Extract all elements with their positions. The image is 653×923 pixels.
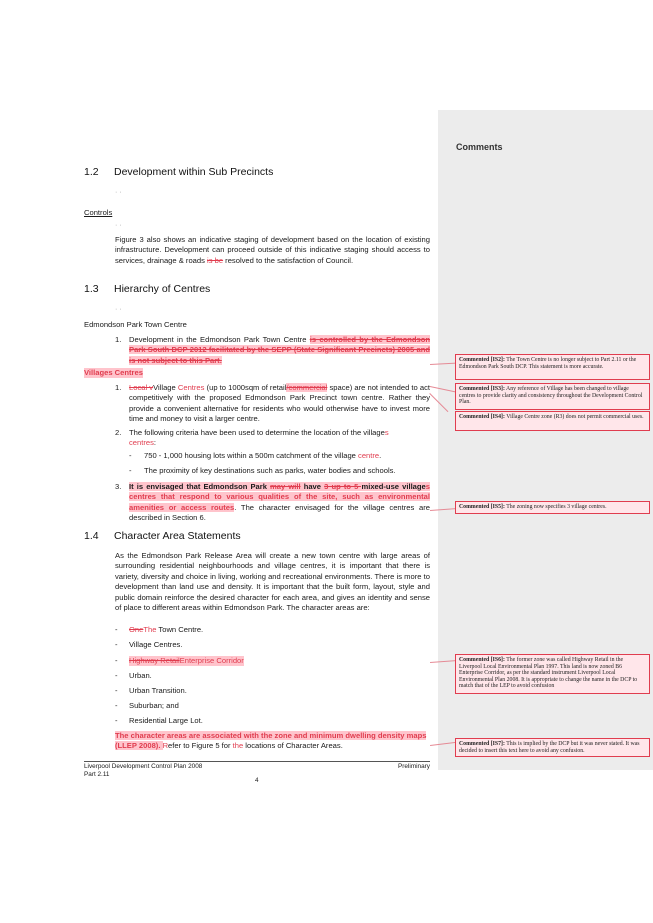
- inserted-bold-text: It is envisaged that Edmondson Park: [129, 482, 271, 491]
- character-item-town-centre: [129, 625, 203, 635]
- deleted-text: Local v: [129, 383, 154, 392]
- bullet-text: 750 - 1,000 housing lots within a 500m catchment of the village: [144, 451, 359, 460]
- page-number: 4: [255, 777, 259, 784]
- comment-text: The zoning now specifies 3 village centres.: [504, 504, 607, 510]
- deleted-text: may will: [270, 482, 301, 491]
- section-number: 1.3: [84, 283, 99, 295]
- item-text: . The character envisaged for the village centres are described in Section 6.: [129, 502, 430, 523]
- comment-label: Commented [IS7]:: [459, 741, 505, 747]
- inserted-text: s: [384, 428, 389, 437]
- bullet-dash: -: [115, 701, 118, 710]
- comment-label: Commented [IS4]:: [459, 414, 505, 420]
- comments-heading: Comments: [456, 142, 503, 152]
- bullet-dash: -: [129, 451, 132, 460]
- footer-part: Part 2.11: [84, 771, 110, 778]
- comment-is7[interactable]: [455, 738, 650, 757]
- inserted-bold-text: The character areas are associated with the zone and minimum dwelling density maps (LLEP 2008).: [115, 731, 427, 751]
- inserted-text: centre: [358, 451, 380, 460]
- comment-is3[interactable]: [455, 383, 650, 410]
- item-text: Town Centre.: [156, 625, 204, 634]
- section-number: 1.4: [84, 530, 99, 542]
- list-number: 2.: [115, 428, 122, 437]
- comment-text: The former zone was called Highway Retail in the Liverpool Local Environmental Plan 1997. This land is now zoned B6 Enterprise Corridor, as per the standard instrument Liverpool Local Environmental Plan 2008. It is appropriate to change the name in the DCP to match that of the LEP to avoid confusion: [459, 657, 638, 690]
- inserted-bold-text: centres that respond to various qualities of the site, such as environmental amenities or access routes: [129, 492, 430, 512]
- comment-is6[interactable]: [455, 654, 650, 694]
- paragraph-mark: · ·: [115, 222, 122, 229]
- comment-text: The Town Centre is no longer subject to Part 2.11 or the Edmondson Park South DCP. This statement is more accurate.: [459, 357, 637, 370]
- bullet-dash: -: [129, 466, 132, 475]
- character-item-suburban: Suburban; and: [129, 701, 179, 710]
- inserted-text: The: [143, 625, 157, 634]
- footer-status: Preliminary: [398, 763, 430, 770]
- inserted-text: Centres: [177, 383, 205, 392]
- comment-label: Commented [IS6]:: [459, 657, 505, 663]
- inserted-text: centres: [129, 438, 154, 448]
- inserted-text: R: [162, 741, 169, 751]
- bullet-dash: -: [115, 640, 118, 649]
- section-number: 1.2: [84, 166, 99, 178]
- deleted-text: /commercial: [286, 383, 328, 392]
- inserted-text: s: [425, 482, 430, 491]
- item-text: The following criteria have been used to determine the location of the village: [129, 428, 385, 437]
- section-title: Character Area Statements: [114, 530, 241, 542]
- comment-text: Village Centre zone (R3) does not permit commercial uses.: [504, 414, 644, 420]
- comment-label: Commented [IS5]:: [459, 504, 505, 510]
- character-item-village: Village Centres.: [129, 640, 183, 649]
- section-title: Development within Sub Precincts: [114, 166, 274, 178]
- villages-item-1: [129, 383, 430, 425]
- bullet-dash: -: [115, 625, 118, 634]
- comment-is2[interactable]: [455, 354, 650, 380]
- list-number: 1.: [115, 335, 122, 344]
- controls-text-end: resolved to the satisfaction of Council.: [223, 255, 354, 265]
- controls-text: Figure 3 also shows an indicative staging of development based on the location of existing infrastructure. Development can proceed outside of this indicative staging should access to services, drainage & roads: [115, 235, 430, 265]
- bullet-dash: -: [115, 656, 118, 665]
- paragraph-mark: · ·: [115, 189, 122, 196]
- inserted-text: the: [232, 741, 244, 751]
- list-number: 3.: [115, 482, 122, 491]
- item-text: efer to Figure 5 for: [168, 741, 233, 751]
- town-centre-item-1: [129, 335, 430, 366]
- bullet-text: .: [379, 451, 382, 460]
- comment-text: This is implied by the DCP but it was never stated. It was decided to insert this text here to avoid any confusion.: [459, 741, 640, 754]
- inserted-text: Enterprise Corridor: [179, 656, 244, 665]
- bullet-dash: -: [115, 686, 118, 695]
- deleted-text: is controlled by the Edmondson Park South DCP 2012 facilitated by the SEPP (State Significant Precincts) 2005 and is not subject to this Part.: [129, 335, 430, 365]
- item-text: Development in the Edmondson Park Town Centre: [129, 335, 310, 344]
- town-centre-heading: Edmondson Park Town Centre: [84, 320, 187, 329]
- section-heading-1-3: [84, 283, 210, 295]
- section-heading-1-4: [84, 530, 241, 542]
- section-title: Hierarchy of Centres: [114, 283, 211, 295]
- character-item-urban: Urban.: [129, 671, 152, 680]
- comment-label: Commented [IS2]:: [459, 357, 505, 363]
- comment-is4[interactable]: [455, 411, 650, 431]
- deleted-text: Highway Retail: [129, 656, 180, 665]
- villages-bullet-1: [144, 451, 430, 461]
- section-heading-1-2: [84, 166, 273, 178]
- item-text: space) are not intended to act competitively with the proposed Edmondson Park Precinct town centre. Rather they provide a convenient alternative for residents who would otherwise have to invest more time and money to visit a larger centre.: [129, 383, 430, 424]
- item-text: Village: [153, 383, 178, 392]
- item-text: (up to 1000sqm of retail: [204, 383, 287, 392]
- footer-title: Liverpool Development Control Plan 2008: [84, 763, 203, 770]
- controls-heading: Controls: [84, 208, 113, 217]
- villages-bullet-2: The proximity of key destinations such as parks, water bodies and schools.: [144, 466, 396, 475]
- bullet-dash: -: [115, 716, 118, 725]
- deleted-text: One: [129, 625, 144, 634]
- villages-heading: Villages Centres: [84, 368, 143, 377]
- character-paragraph: As the Edmondson Park Release Area will create a new town centre with large areas of surrounding residential neighbourhoods and village centres, it is important that there is variety, diversity and choice in living, working and recreational environments. There is more to development than land use and density. It is important that the built form, layout, style and public domain reinforce the desired character for each area, and gives an identity and sense of place to different areas within Edmondson Park. The character areas are:: [115, 551, 430, 613]
- character-closing: [115, 731, 430, 752]
- villages-item-3: [129, 482, 430, 524]
- item-text: locations of Character Areas.: [243, 741, 343, 751]
- character-item-enterprise: [129, 656, 244, 666]
- bullet-dash: -: [115, 671, 118, 680]
- comment-label: Commented [IS3]:: [459, 386, 505, 392]
- list-number: 1.: [115, 383, 122, 392]
- character-item-large-lot: Residential Large Lot.: [129, 716, 203, 725]
- controls-paragraph: [115, 235, 430, 266]
- item-text: :: [153, 438, 157, 448]
- paragraph-mark: · ·: [115, 306, 122, 313]
- comment-is5[interactable]: [455, 501, 650, 514]
- villages-item-2: [129, 428, 430, 449]
- deleted-text: 3 up to 5: [324, 482, 362, 491]
- deleted-text: is be: [207, 255, 224, 265]
- inserted-bold-text: have: [300, 482, 325, 491]
- character-item-transition: Urban Transition.: [129, 686, 187, 695]
- comment-text: Any reference of Village has been changed to village centres to provide clarity and consistency throughout the Development Control Plan.: [459, 386, 643, 406]
- inserted-bold-text: mixed-use village: [361, 482, 426, 491]
